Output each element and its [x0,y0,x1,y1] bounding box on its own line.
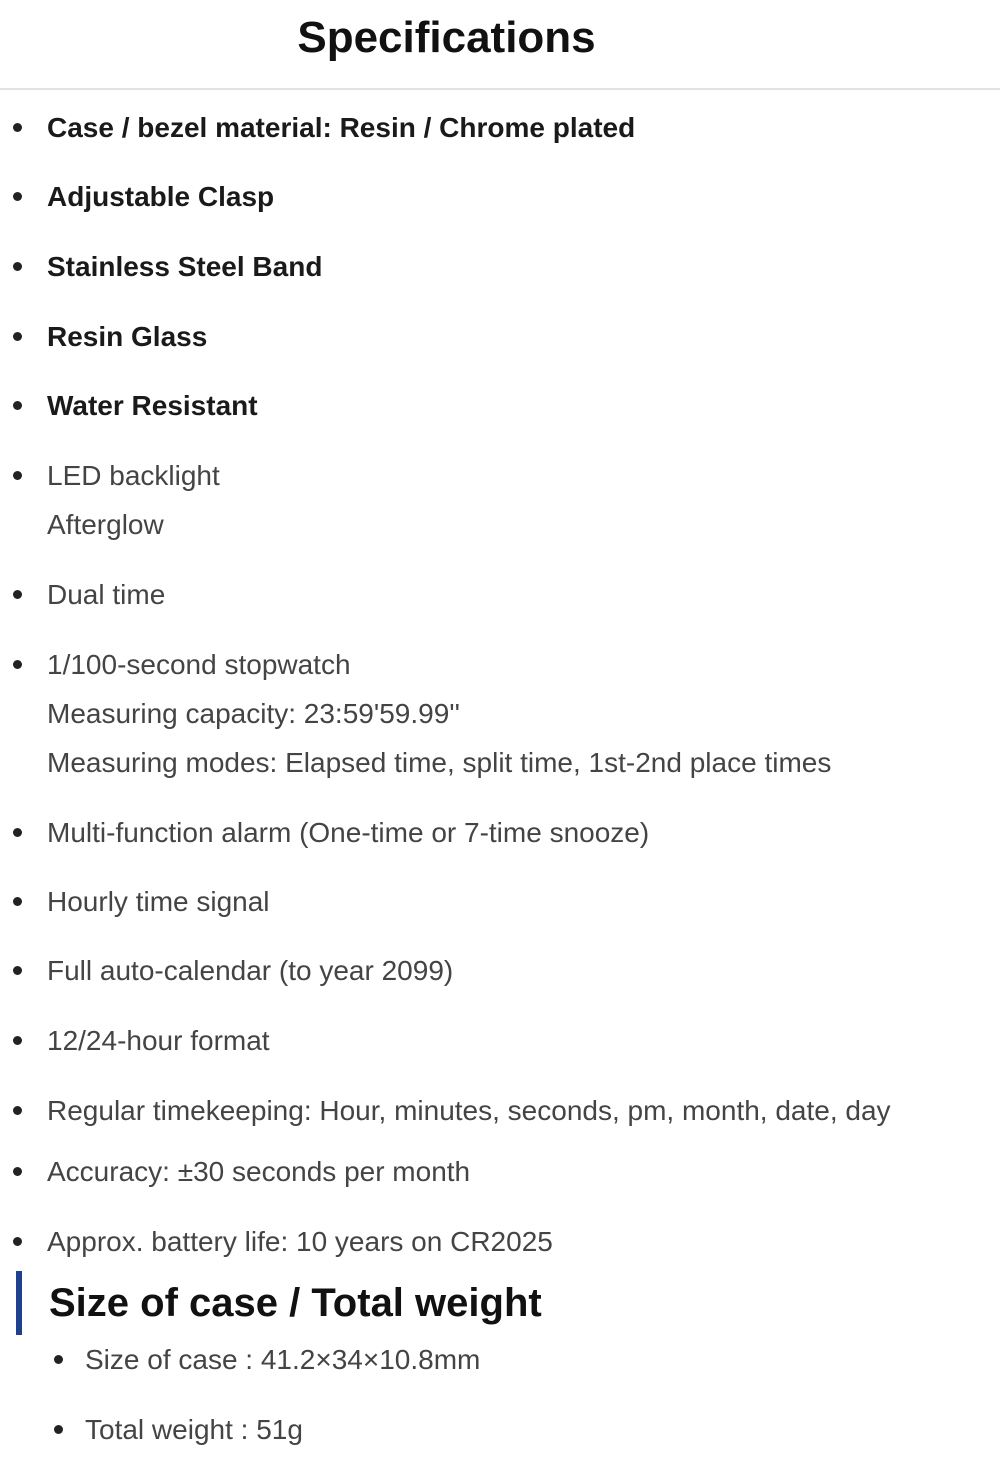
bullet-icon [13,590,22,599]
page-title: Specifications [297,13,596,62]
title-divider [0,88,1000,90]
bullet-icon [13,332,22,341]
size-item-line: Total weight : 51g [85,1414,303,1445]
spec-item-text [47,808,649,857]
bullet-icon [13,1167,22,1176]
spec-item-line: Adjustable Clasp [47,181,275,212]
spec-item-line: Regular timekeeping: Hour, minutes, seconds, pm, month, date, day [47,1095,891,1126]
bullet-icon [13,897,22,906]
spec-item-text [47,1086,891,1135]
spec-item-line: Full auto-calendar (to year 2099) [47,955,454,986]
spec-item-line: Measuring modes: Elapsed time, split time, 1st-2nd place times [47,747,832,778]
spec-item-line: Multi-function alarm (One-time or 7-time snooze) [47,817,650,848]
spec-item-line: 1/100-second stopwatch [47,649,351,680]
spec-item-line: Dual time [47,579,166,610]
size-section-heading: Size of case / Total weight [49,1281,542,1325]
bullet-icon [13,966,22,975]
spec-item-line: Resin Glass [47,321,208,352]
bullet-icon [13,471,22,480]
spec-item-text [47,103,635,152]
section-accent-bar [16,1271,22,1335]
bullet-icon [13,123,22,132]
bullet-icon [13,192,22,201]
spec-item-text [47,172,274,221]
spec-item-line: Water Resistant [47,390,258,421]
spec-item-line: Measuring capacity: 23:59'59.99'' [47,698,460,729]
spec-item-line: Case / bezel material: Resin / Chrome plated [47,112,636,143]
size-item-text [85,1405,303,1454]
size-item-text [85,1335,480,1384]
spec-item-text [47,451,220,549]
spec-item-text [47,242,322,291]
spec-item-text [47,1217,553,1266]
bullet-icon [13,401,22,410]
spec-item-line: Approx. battery life: 10 years on CR2025 [47,1226,553,1257]
spec-item-text [47,640,831,787]
bullet-icon [13,1106,22,1115]
bullet-icon [13,262,22,271]
bullet-icon [13,1237,22,1246]
bullet-icon [13,660,22,669]
spec-item-line: Accuracy: ±30 seconds per month [47,1156,471,1187]
spec-item-line: LED backlight [47,460,220,491]
spec-item-text [47,1147,470,1196]
spec-item-line: 12/24-hour format [47,1025,270,1056]
bullet-icon [13,828,22,837]
spec-item-text [47,570,165,619]
spec-item-text [47,312,207,361]
bullet-icon [54,1425,63,1434]
spec-item-text [47,1016,270,1065]
spec-item-line: Hourly time signal [47,886,270,917]
spec-item-line: Afterglow [47,509,164,540]
spec-item-line: Stainless Steel Band [47,251,323,282]
spec-item-text [47,946,453,995]
bullet-icon [54,1355,63,1364]
size-item-line: Size of case : 41.2×34×10.8mm [85,1344,481,1375]
bullet-icon [13,1036,22,1045]
spec-item-text [47,381,258,430]
spec-item-text [47,877,270,926]
